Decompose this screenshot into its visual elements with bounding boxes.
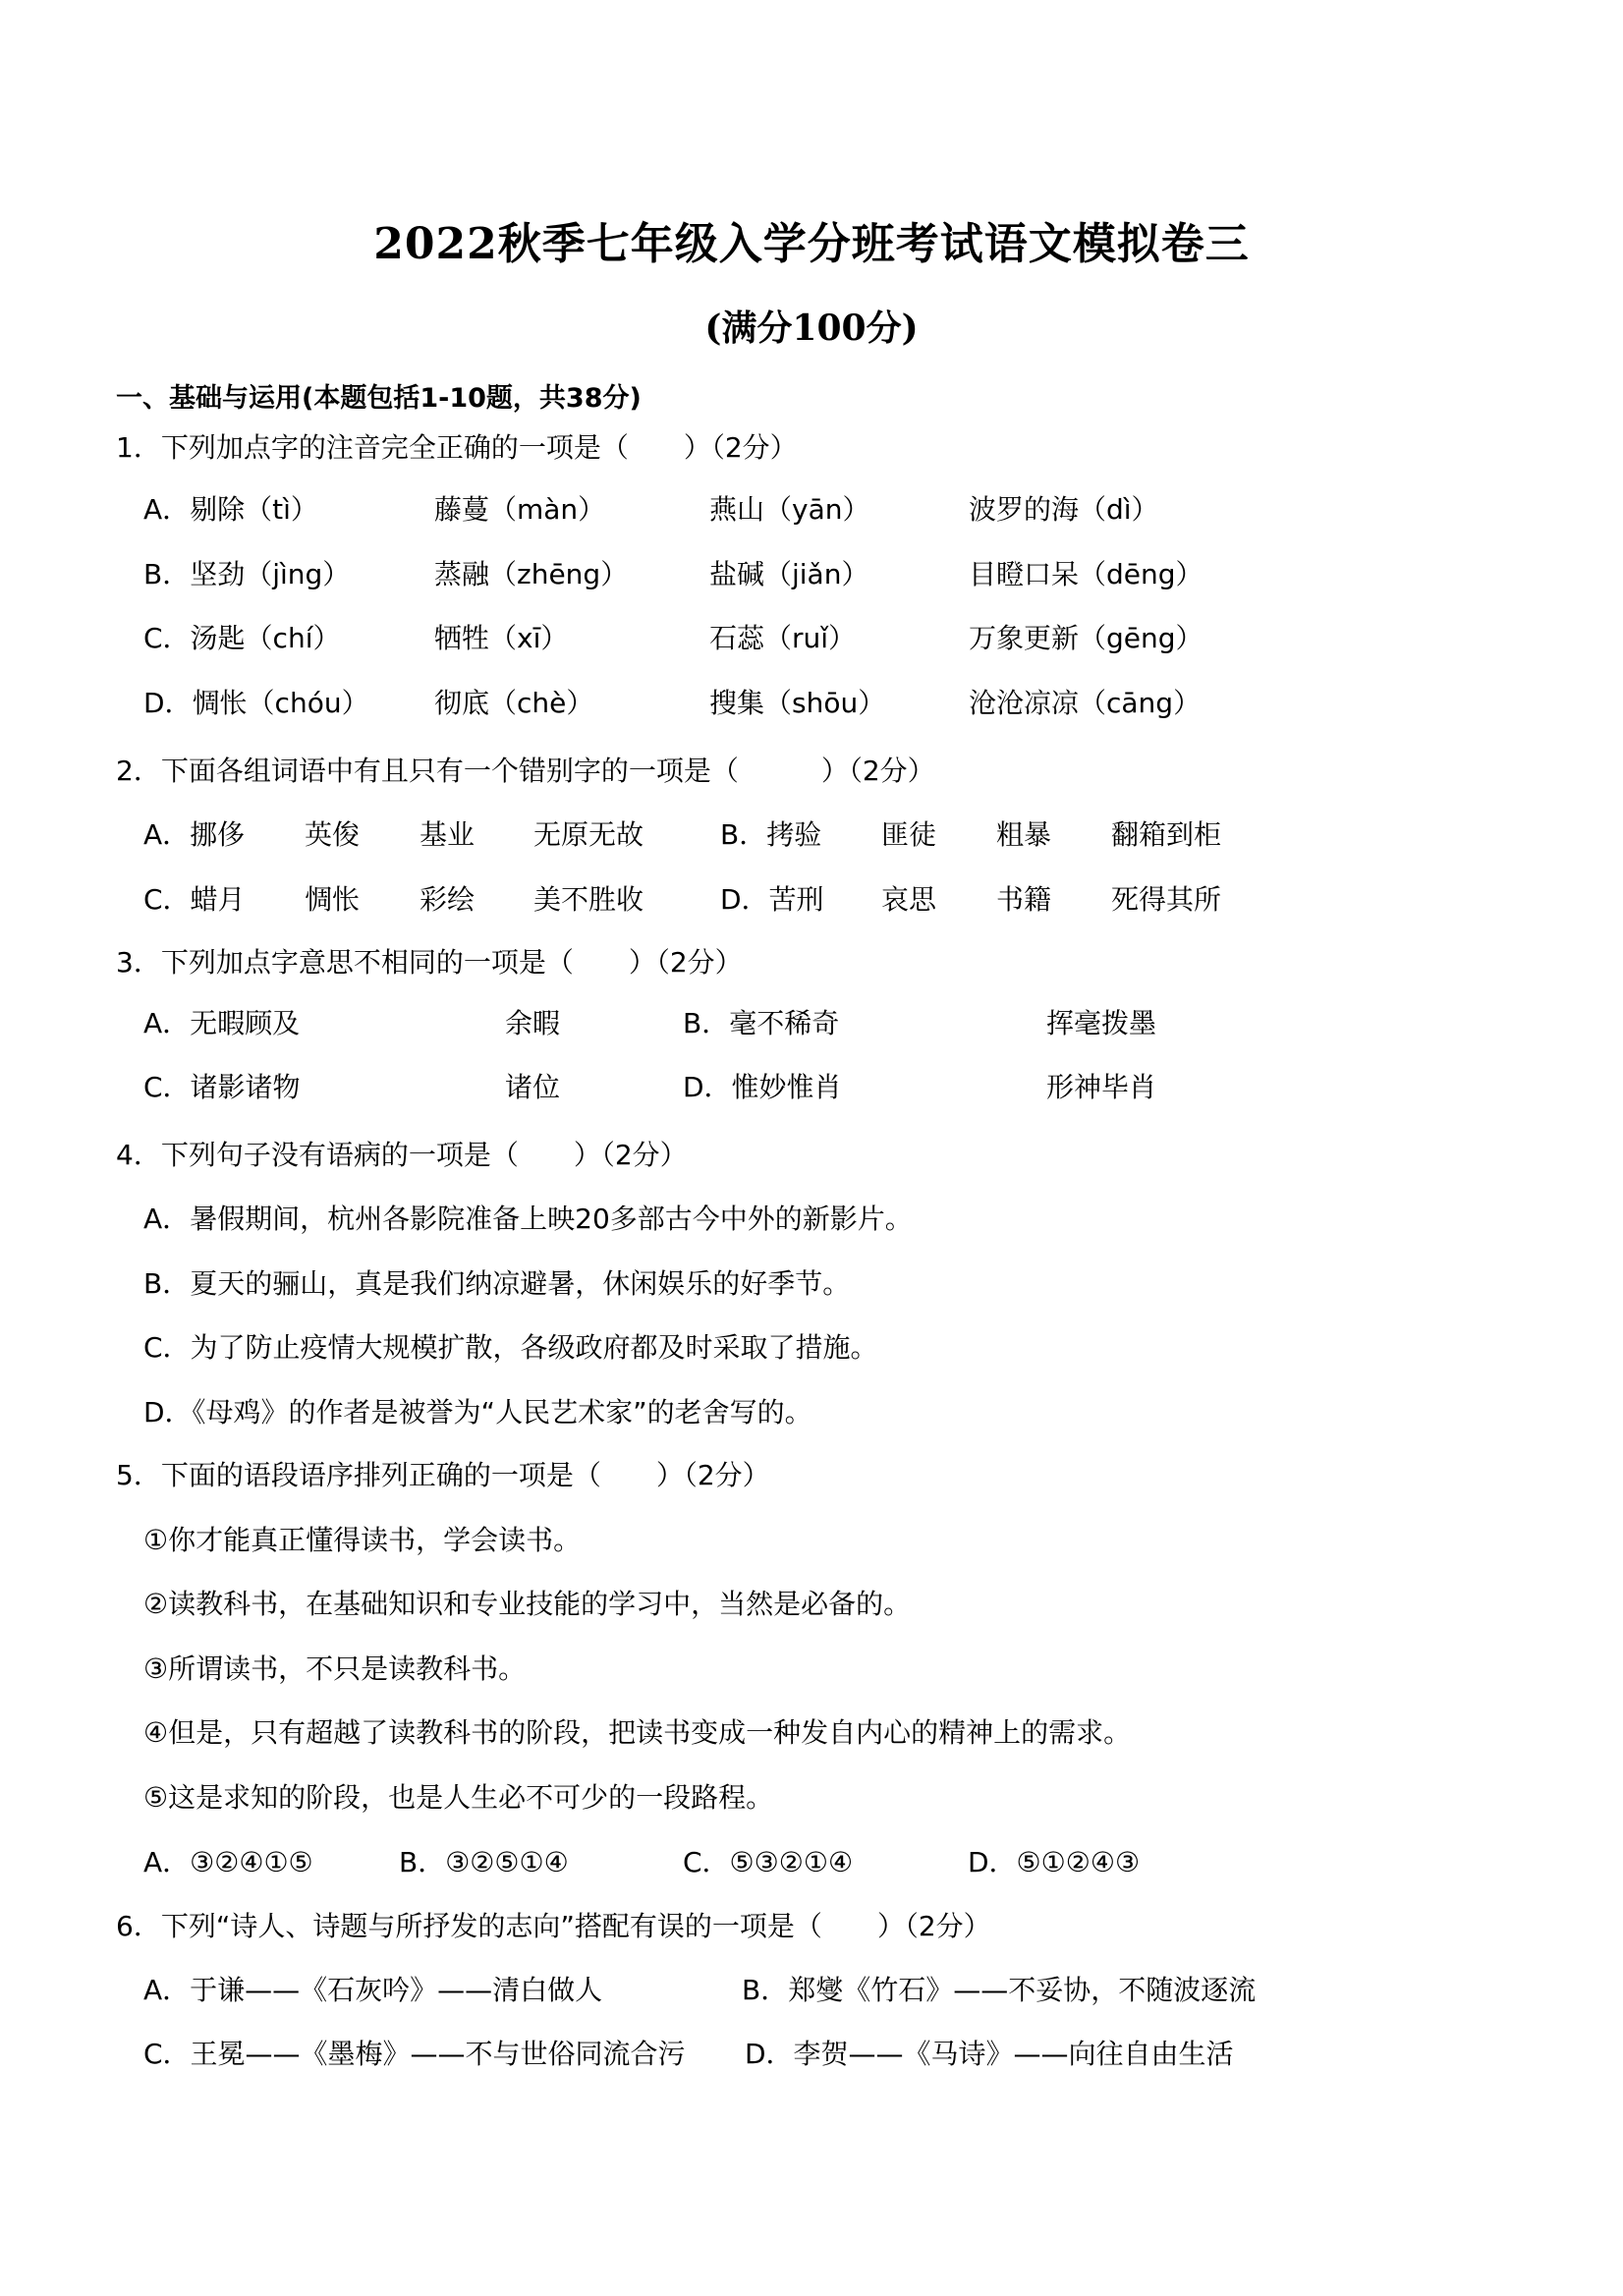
q2-option: 彩绘 (420, 883, 476, 916)
q2-option: 无原无故 (533, 818, 644, 851)
q5-option: D．⑤①②④③ (968, 1846, 1141, 1878)
q1-option: 彻底（chè） (434, 687, 594, 719)
q5-option: B．③②⑤①④ (399, 1846, 569, 1878)
q5-sentence: ④但是，只有超越了读教科书的阶段，把读书变成一种发自内心的精神上的需求。 (143, 1716, 1132, 1749)
q3-option: A．无暇顾及 (143, 1007, 301, 1039)
question-2-stem: 2．下面各组词语中有且只有一个错别字的一项是（ ）（2分） (116, 755, 935, 787)
q4-option: D．《母鸡》的作者是被誉为“人民艺术家”的老舍写的。 (143, 1396, 812, 1428)
q1-option: A．剔除（tì） (143, 493, 318, 526)
q1-option: 盐碱（jiǎn） (709, 558, 869, 590)
q6-option: C．王冕——《墨梅》——不与世俗同流合污 (143, 2038, 686, 2070)
q5-sentence: ①你才能真正懂得读书，学会读书。 (143, 1524, 582, 1556)
q5-sentence: ⑤这是求知的阶段，也是人生必不可少的一段路程。 (143, 1781, 774, 1814)
q2-option: 基业 (420, 818, 476, 851)
q2-option: 书籍 (996, 883, 1052, 916)
q1-option: 目瞪口呆（dēng） (969, 558, 1203, 590)
q5-sentence: ②读教科书，在基础知识和专业技能的学习中，当然是必备的。 (143, 1588, 912, 1620)
question-6-stem: 6．下列“诗人、诗题与所抒发的志向”搭配有误的一项是（ ）（2分） (116, 1910, 991, 1942)
q1-option: C．汤匙（chí） (143, 622, 341, 654)
exam-subtitle: (满分100分) (704, 308, 919, 349)
q1-option: 燕山（yān） (709, 493, 870, 526)
question-5-stem: 5．下面的语段语序排列正确的一项是（ ）（2分） (116, 1459, 770, 1491)
q1-option: 蒸融（zhēng） (434, 558, 629, 590)
q2-option: 死得其所 (1111, 883, 1222, 916)
q2-option: 哀思 (881, 883, 937, 916)
q2-option: 粗暴 (996, 818, 1052, 851)
q2-option: D．苦刑 (720, 883, 824, 916)
question-3-stem: 3．下列加点字意思不相同的一项是（ ）（2分） (116, 946, 743, 979)
q3-option: C．诸影诸物 (143, 1071, 301, 1103)
q3-option: 形神毕肖 (1046, 1071, 1157, 1103)
q3-option: 诸位 (505, 1071, 561, 1103)
q1-option: 沧沧凉凉（cāng） (969, 687, 1202, 719)
q3-option: B．毫不稀奇 (683, 1007, 840, 1039)
q2-option: 匪徒 (881, 818, 937, 851)
q4-option: C．为了防止疫情大规模扩散，各级政府都及时采取了措施。 (143, 1331, 878, 1364)
q1-option: 石蕊（ruǐ） (709, 622, 857, 654)
q2-option: B．拷验 (720, 818, 822, 851)
q3-option: 余暇 (505, 1007, 561, 1039)
q5-sentence: ③所谓读书，不只是读教科书。 (143, 1652, 527, 1685)
question-1-stem: 1．下列加点字的注音完全正确的一项是（ ）（2分） (116, 431, 798, 464)
q5-option: A．③②④①⑤ (143, 1846, 313, 1878)
q1-option: 搜集（shōu） (709, 687, 886, 719)
q5-option: C．⑤③②①④ (683, 1846, 854, 1878)
q2-option: C．蜡月 (143, 883, 246, 916)
q4-option: B．夏天的骊山，真是我们纳凉避暑，休闲娱乐的好季节。 (143, 1267, 851, 1300)
q2-option: 翻箱到柜 (1111, 818, 1222, 851)
q3-option: D．惟妙惟肖 (683, 1071, 842, 1103)
q2-option: A．挪侈 (143, 818, 246, 851)
q2-option: 惆怅 (305, 883, 361, 916)
q1-option: 藤蔓（màn） (434, 493, 606, 526)
q1-option: 万象更新（gēng） (969, 622, 1203, 654)
q4-option: A．暑假期间，杭州各影院准备上映20多部古今中外的新影片。 (143, 1203, 913, 1235)
q6-option: A．于谦——《石灰吟》——清白做人 (143, 1974, 603, 2006)
q1-option: 牺牲（xī） (434, 622, 569, 654)
q6-option: B．郑燮《竹石》——不妥协，不随波逐流 (742, 1974, 1257, 2006)
q2-option: 美不胜收 (533, 883, 644, 916)
q6-option: D．李贺——《马诗》——向往自由生活 (745, 2038, 1234, 2070)
section-heading: 一、基础与运用(本题包括1-10题，共38分) (116, 383, 642, 414)
exam-title: 2022秋季七年级入学分班考试语文模拟卷三 (373, 219, 1250, 269)
q2-option: 英俊 (305, 818, 361, 851)
q1-option: 波罗的海（dì） (969, 493, 1159, 526)
question-4-stem: 4．下列句子没有语病的一项是（ ）（2分） (116, 1139, 688, 1171)
q1-option: D．惆怅（chóu） (143, 687, 369, 719)
q1-option: B．坚劲（jìng） (143, 558, 351, 590)
q3-option: 挥毫拨墨 (1046, 1007, 1157, 1039)
